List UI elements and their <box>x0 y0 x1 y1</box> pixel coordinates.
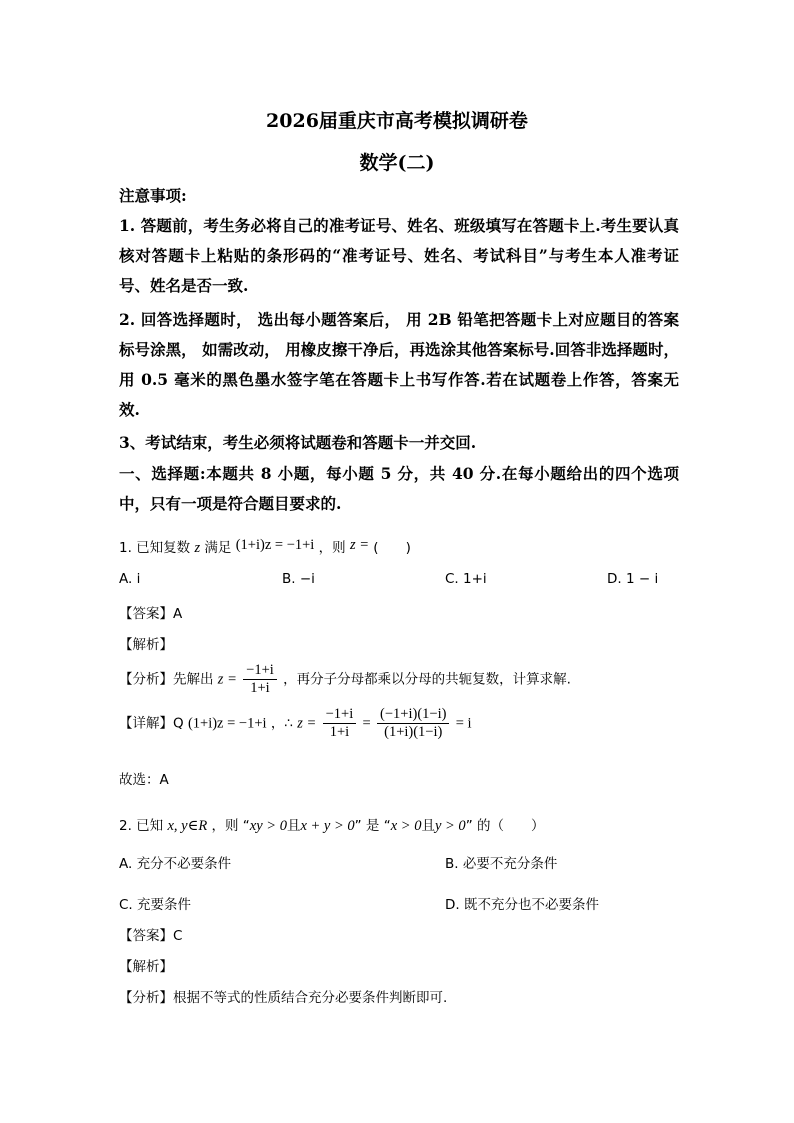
q1-detail-numerator-2: (−1+i)(1−i) <box>377 706 449 724</box>
question-1-suffix: ，则 <box>318 540 346 556</box>
question-1-ask: z = <box>349 537 369 553</box>
notice-heading: 注意事项: <box>119 186 187 205</box>
q1-detail: 【详解】Q (1+i)z = −1+i ，∴ z = $\frac{-1+i}{1+i}$ = $\frac{(-1+i)(1-i)}{(1+i)(1-i)}$ = i <box>119 706 472 740</box>
q1-option-b: B. −i <box>282 571 315 587</box>
q1-analysis-denominator: 1+i <box>250 680 270 696</box>
q1-option-c: C. 1+i <box>445 571 487 587</box>
q1-answer: 【答案】A <box>119 606 183 622</box>
q1-detail-therefore: ，∴ <box>270 715 293 732</box>
page-title: 2026届重庆市高考模拟调研卷 <box>266 110 528 132</box>
q1-detail-fraction-2 <box>377 706 449 741</box>
q2-option-d: D. 既不充分也不必要条件 <box>445 897 599 913</box>
q2-answer: 【答案】C <box>119 928 183 944</box>
q1-option-d: D. 1 − i <box>607 571 659 587</box>
question-1-prefix: 1. 已知复数 <box>119 540 191 556</box>
q1-analysis-label: 【解析】 <box>119 637 173 653</box>
question-2-vars: x, y∈R <box>167 818 208 834</box>
q1-detail-result: = i <box>455 715 472 732</box>
question-2-and-1: 且 <box>286 818 301 834</box>
q1-detail-prefix: 【详解】Q <box>119 715 184 732</box>
q2-analysis-label: 【解析】 <box>119 959 173 975</box>
q1-analysis-prefix: 【分析】先解出 <box>119 671 214 688</box>
q2-analysis: 【分析】根据不等式的性质结合充分必要条件判断即可. <box>119 990 448 1006</box>
q2-option-b: B. 必要不充分条件 <box>445 856 558 872</box>
notice-item-3: 3、考试结束，考生必须将试题卷和答题卡一并交回. <box>119 433 477 452</box>
question-1 <box>119 536 411 557</box>
q2-option-c: C. 充要条件 <box>119 897 192 913</box>
q1-detail-lhs: z = <box>297 715 317 732</box>
q1-detail-equation: (1+i)z = −1+i <box>187 715 267 732</box>
q2-option-a: A. 充分不必要条件 <box>119 856 232 872</box>
question-2-text-1: ，则 “ <box>211 818 250 834</box>
question-1-var: z <box>194 540 201 556</box>
q1-analysis-fraction <box>243 662 277 697</box>
q1-analysis-suffix: ，再分子分母都乘以分母的共轭复数，计算求解. <box>283 671 571 688</box>
q1-analysis-numerator: −1+i <box>243 662 277 680</box>
q1-option-a: A. i <box>119 571 141 587</box>
q1-analysis-lhs: z = <box>217 671 237 688</box>
question-1-paren: ( ) <box>373 540 411 556</box>
question-1-equation: (1+i)z = −1+i <box>235 537 315 553</box>
question-2-cond-2: x + y > 0 <box>300 818 355 834</box>
question-2-text-2: ” 是 “ <box>354 818 391 834</box>
question-2-text-3: ” 的（ ） <box>465 818 545 834</box>
question-2-cond-3: x > 0 <box>390 818 422 834</box>
question-2-cond-4: y > 0 <box>434 818 466 834</box>
question-1-mid: 满足 <box>204 540 232 556</box>
notice-item-2: 2. 回答选择题时， 选出每小题答案后， 用 2B 铅笔把答题卡上对应题目的答案标号涂黑， 如需改动， 用橡皮擦干净后，再选涂其他答案标号.回答非选择题时，用 0.5 毫米的黑色墨水签字笔在答题卡上书写作答.若在试题卷上作答，答案无效. <box>119 310 679 419</box>
q1-analysis <box>119 662 571 697</box>
question-2-and-2: 且 <box>421 818 435 834</box>
question-2-cond-1: xy > 0 <box>249 818 287 834</box>
q1-detail-denominator-2: (1+i)(1−i) <box>384 724 443 740</box>
question-2 <box>119 814 544 835</box>
q1-detail-denominator-1: 1+i <box>329 724 350 740</box>
question-2-prefix: 2. 已知 <box>119 818 164 834</box>
notice-item-1: 1. 答题前，考生务必将自己的准考证号、姓名、班级填写在答题卡上.考生要认真核对答题卡上粘贴的条形码的“准考证号、姓名、考试科目”与考生本人准考证号、姓名是否一致. <box>119 216 679 295</box>
page-subtitle: 数学(二) <box>359 152 435 174</box>
q1-detail-fraction-1 <box>323 706 357 741</box>
q1-detail-numerator-1: −1+i <box>323 706 357 724</box>
q1-conclusion: 故选：A <box>119 772 169 788</box>
section-heading-choice: 一、选择题:本题共 8 小题，每小题 5 分，共 40 分.在每小题给出的四个选项中，只有一项是符合题目要求的. <box>119 464 679 513</box>
